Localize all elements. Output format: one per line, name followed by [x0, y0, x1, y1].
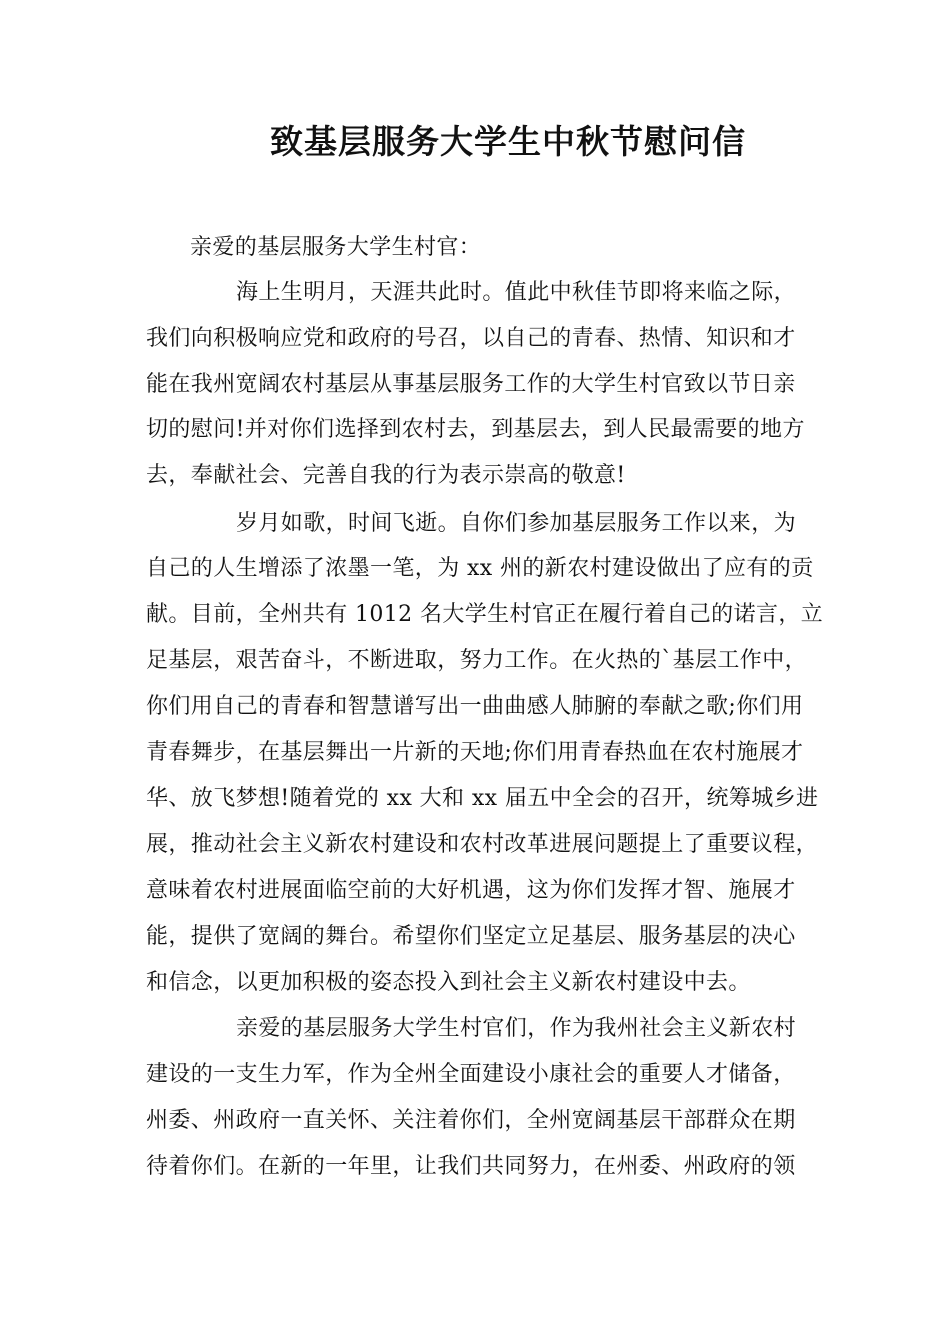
- paragraph-2-line: 青春舞步，在基层舞出一片新的天地;你们用青春热血在农村施展才: [146, 740, 804, 765]
- paragraph-1-line: 能在我州宽阔农村基层从事基层服务工作的大学生村官致以节日亲: [146, 372, 796, 397]
- paragraph-2-line: 自己的人生增添了浓墨一笔，为 xx 州的新农村建设做出了应有的贡: [146, 556, 814, 581]
- paragraph-2-line: 岁月如歌，时间飞逝。自你们参加基层服务工作以来，为: [236, 511, 797, 536]
- paragraph-2-line: 展，推动社会主义新农村建设和农村改革进展问题提上了重要议程，: [146, 832, 819, 857]
- paragraph-2-line: 和信念，以更加积极的姿态投入到社会主义新农村建设中去。: [146, 970, 751, 995]
- paragraph-3-line: 建设的一支生力军，作为全州全面建设小康社会的重要人才储备，: [146, 1062, 796, 1087]
- paragraph-3-line: 亲爱的基层服务大学生村官们，作为我州社会主义新农村: [236, 1016, 797, 1041]
- paragraph-2-line: 华、放飞梦想!随着党的 xx 大和 xx 届五中全会的召开，统筹城乡进: [146, 786, 819, 811]
- paragraph-2-line: 能，提供了宽阔的舞台。希望你们坚定立足基层、服务基层的决心: [146, 924, 796, 949]
- paragraph-2-line: 献。目前，全州共有 1012 名大学生村官正在履行着自己的诺言，立: [146, 602, 824, 627]
- paragraph-1-line: 海上生明月，天涯共此时。值此中秋佳节即将来临之际，: [236, 280, 797, 305]
- paragraph-2-line: 意味着农村进展面临空前的大好机遇，这为你们发挥才智、施展才: [146, 878, 796, 903]
- paragraph-1-line: 去，奉献社会、完善自我的行为表示崇高的敬意!: [146, 463, 626, 488]
- paragraph-1-line: 我们向积极响应党和政府的号召，以自己的青春、热情、知识和才: [146, 326, 796, 351]
- paragraph-3-line: 州委、州政府一直关怀、关注着你们，全州宽阔基层干部群众在期: [146, 1108, 796, 1133]
- paragraph-1-line: 切的慰问!并对你们选择到农村去，到基层去，到人民最需要的地方: [146, 417, 805, 442]
- paragraph-3-line: 待着你们。在新的一年里，让我们共同努力，在州委、州政府的领: [146, 1154, 796, 1179]
- document-title: 致基层服务大学生中秋节慰问信: [270, 122, 746, 161]
- paragraph-2-line: 你们用自己的青春和智慧谱写出一曲曲感人肺腑的奉献之歌;你们用: [146, 694, 804, 719]
- paragraph-2-line: 足基层，艰苦奋斗，不断进取，努力工作。在火热的`基层工作中，: [146, 648, 808, 673]
- salutation: 亲爱的基层服务大学生村官：: [190, 235, 482, 260]
